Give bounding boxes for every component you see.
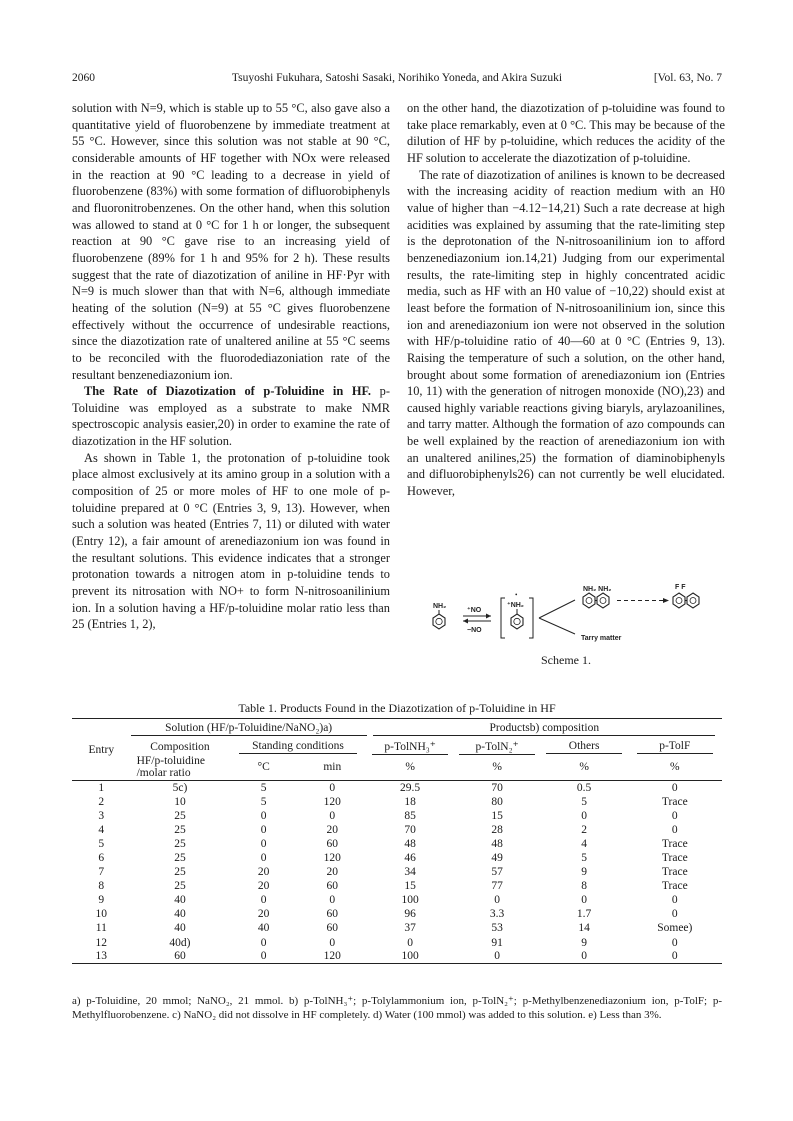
table-cell: 0 <box>671 936 678 949</box>
table-cell: 80 <box>491 795 503 808</box>
table-cell: 0 <box>329 894 336 907</box>
benzene-ring-icon <box>597 593 609 608</box>
table-cell: 3 <box>98 809 105 822</box>
header-products-group: Productsb) composition <box>367 719 722 739</box>
table-cell: 60 <box>326 908 339 921</box>
journal-volume: [Vol. 63, No. 7 <box>653 72 722 84</box>
table-cell: 5c) <box>131 781 230 795</box>
table-cell: 0 <box>671 894 678 907</box>
table-cell: 40 <box>174 922 186 935</box>
header-standing: Standing conditions <box>229 739 366 755</box>
table-cell: 15 <box>491 809 503 822</box>
table-cell: 40 <box>174 894 186 907</box>
table-cell: 0 <box>454 950 541 964</box>
table-cell: 20 <box>326 866 339 879</box>
table-cell: 0 <box>329 936 336 949</box>
table-cell: 6 <box>98 852 105 865</box>
table-cell: 60 <box>326 837 339 850</box>
table-cell: 4 <box>581 837 587 850</box>
table-cell: 1 <box>72 781 131 795</box>
author-line: Tsuyoshi Fukuhara, Satoshi Sasaki, Norihiko Yoneda, and Akira Suzuki <box>231 72 563 84</box>
scheme-caption: Scheme 1. <box>541 653 591 667</box>
table-row <box>72 837 722 851</box>
table-cell: 25 <box>174 852 186 865</box>
table-cell: Trace <box>661 852 688 865</box>
table-cell: 8 <box>581 880 587 893</box>
header-pct: % <box>670 761 680 774</box>
header-entry: Entry <box>72 719 131 781</box>
table-cell: 5 <box>98 837 105 850</box>
table-cell: 9 <box>581 866 587 879</box>
benzene-ring-icon <box>433 614 445 629</box>
table-row <box>72 781 722 795</box>
table-row <box>72 865 722 879</box>
table-cell: 0 <box>671 823 678 836</box>
table-cell: 25 <box>174 823 186 836</box>
table-cell: 20 <box>257 908 270 921</box>
table-cell: 0 <box>229 950 298 964</box>
header-pct: % <box>579 761 589 774</box>
scheme-label-nh2: NH₂ <box>433 603 447 610</box>
table-cell: 0 <box>494 894 500 907</box>
table-cell: 9 <box>581 936 587 949</box>
arrow-right-icon <box>486 614 491 619</box>
header-composition-sub: HF/p-toluidine /molar ratio <box>136 755 205 780</box>
table-cell: 0 <box>581 809 587 822</box>
table-cell: 0 <box>628 950 722 964</box>
benzene-ring-icon <box>511 614 523 629</box>
table-cell: 25 <box>174 880 186 893</box>
table-cell: 0 <box>260 823 267 836</box>
table-cell: 8 <box>98 880 105 893</box>
header-composition: Composition <box>150 740 210 753</box>
table-cell: Trace <box>661 866 688 879</box>
table-cell: 14 <box>578 922 590 935</box>
table-row <box>72 893 722 907</box>
table-cell: 25 <box>174 866 186 879</box>
table-cell: 0 <box>298 781 367 795</box>
table-cell: 5 <box>260 795 267 808</box>
benzene-ring-icon <box>583 593 595 608</box>
table-cell: 40d) <box>169 936 191 949</box>
table-cell: 5 <box>229 781 298 795</box>
paragraph: The rate of diazotization of anilines is known to be decreased with the increasing acidity of reaction medium with an H0 value of higher than −4.12−14,21) Such a rate decrease at high acidities was explained by assuming that the rate-limiting step is the deprotonation of the N-nitrosoanilinium ion to afford benzenediazonium ion.14,21) Judging from our experimental results, the rate-limiting step in highly concentrated acidic media, such as HF with an H0 value of −10,22) should exist at least before the formation of N-nitrosoanilinium ion, since this ion and arenediazonium ion were not observed in the solution with HF/p-toluidine ratio of 40—60 at 0 °C (Entries 9, 13). Raising the temperature of such a solution, on the other hand, brought about some formation of arenediazonium ion (Entries 10, 11) with the generation of nitrogen monoxide (NO),23) and caused highly variable reactions giving biaryls, arylazoanilines, and tarry matter. Although the formation of azo compounds can be well explained by the reaction of arenediazonium ion with an unaltered anilines,25) the formation of diaminobiphenyls and difluorobiphenyls26) can not currently be well elucidated. However, <box>407 167 725 499</box>
table-cell: 11 <box>95 922 107 935</box>
table-cell: 28 <box>491 823 503 836</box>
table-cell: 20 <box>326 823 339 836</box>
table-cell: 0.5 <box>541 781 628 795</box>
table-cell: 0 <box>260 852 267 865</box>
table-cell: 100 <box>367 950 454 964</box>
table-cell: 20 <box>257 880 270 893</box>
table-cell: 1.7 <box>576 908 592 921</box>
table-cell: 40 <box>257 922 270 935</box>
table-cell: 5 <box>581 795 587 808</box>
scheme-label-ff: F F <box>675 584 686 591</box>
table-cell: 18 <box>404 795 416 808</box>
table-caption: Table 1. Products Found in the Diazotization of p-Toluidine in HF <box>238 701 556 715</box>
table-cell: 60 <box>326 922 339 935</box>
table-cell: 10 <box>174 795 186 808</box>
scheme-label-minus-no: −NO <box>467 627 482 634</box>
table-cell: Trace <box>661 880 688 893</box>
table-row <box>72 936 722 950</box>
table-cell: 0 <box>407 936 413 949</box>
table-cell: 85 <box>404 809 416 822</box>
table-body <box>72 781 722 964</box>
table-cell: 120 <box>323 852 341 865</box>
table-cell: 7 <box>98 866 105 879</box>
table-cell: 34 <box>404 866 416 879</box>
table-cell: 100 <box>401 894 419 907</box>
radical-dot: • <box>515 591 518 599</box>
header-pct: % <box>405 761 415 774</box>
table-cell: 96 <box>404 908 416 921</box>
table-row <box>72 921 722 935</box>
table-cell: 40 <box>174 908 186 921</box>
scheme-label-plus-no: ⁺NO <box>467 607 482 614</box>
scheme-label-bracket-nh2: ⁺NH₂ <box>507 602 524 609</box>
table-cell: 5 <box>581 852 587 865</box>
table-cell: 0 <box>260 894 267 907</box>
table-cell: 120 <box>323 795 341 808</box>
table-cell: 4 <box>98 823 105 836</box>
table-cell: 70 <box>404 823 416 836</box>
table-cell: 9 <box>98 894 105 907</box>
products-table <box>72 718 722 964</box>
table-cell: 10 <box>95 908 108 921</box>
table-cell: 29.5 <box>367 781 454 795</box>
header-min: min <box>323 761 342 774</box>
header-tolnh3: p-TolNH₃⁺ <box>367 739 454 755</box>
paragraph: solution with N=9, which is stable up to 55 °C, also gave also a quantitative yield of fluorobenzene by immediate treatment at 55 °C. However, since this solution was not stable at 90 °C, considerable amounts of HF together with NOx were released in the reaction at 90 °C leading to a decrease in yield of fluorobenzene (83%) with some formation of difluorobiphenyls and fluoronitrobenzenes. On the other hand, when this solution was allowed to stand at 0 °C for 1 h or longer, the subsequent reaction at 90 °C gave rise to an increasing yield of fluorobenzene (89% for 1 h and 95% for 2 h). These results suggest that the rate of diazotization of aniline in HF·Pyr with N=9 is much slower than that with N=6, although immediate heating of the solution (N=9) at 55 °C gives fluorobenzene effectively without the occurrence of undesirable reactions, since the diazotization rate of unaltered aniline at 55 °C seems to be reconciled with the fluorodediazoniation rate of the resultant benzenediazonium ion. <box>72 101 390 382</box>
table-row <box>72 823 722 837</box>
table-cell: 13 <box>72 950 131 964</box>
table-cell: 49 <box>491 852 503 865</box>
table-cell: 60 <box>326 880 339 893</box>
table-cell: 25 <box>174 809 186 822</box>
header-celsius: °C <box>257 761 270 774</box>
table-cell: 0 <box>581 894 587 907</box>
table-cell: 120 <box>298 950 367 964</box>
table-row <box>72 809 722 823</box>
right-column <box>407 100 725 500</box>
paragraph-text: p-Toluidine was employed as a substrate to make NMR spectroscopic analysis easier,20) in order to examine the rate of diazotization in the HF solution. <box>72 384 391 449</box>
paragraph: on the other hand, the diazotization of p-toluidine was found to take place remarkably, even at 0 °C. This may be because of the dilution of HF by p-toluidine, which reduces the acidity of the HF solution to accelerate the diazotization of p-toluidine. <box>407 101 725 165</box>
scheme-label-dimer: NH₂ NH₂ <box>583 586 612 593</box>
page-header <box>72 72 722 84</box>
paragraph <box>72 383 390 450</box>
table-cell: 20 <box>257 866 270 879</box>
table-cell: Trace <box>661 795 688 808</box>
table-cell: 60 <box>131 950 230 964</box>
header-others: Others <box>541 739 628 755</box>
page-number: 2060 <box>72 72 95 84</box>
arrow-left-icon <box>463 619 468 624</box>
header-solution-group: Solution (HF/p-Toluidine/NaNO₂)a) <box>131 719 367 739</box>
table-footnote: a) p-Toluidine, 20 mmol; NaNO₂, 21 mmol. b) p-TolNH₃⁺; p-Tolylammonium ion, p-TolN₂⁺; p-Methylbenzenediazonium ion, p-TolF; p-Methylfluorobenzene. c) NaNO₂ did not dissolve in HF completely. d) Water (100 mmol) was added to this solution. e) Less than 3%. <box>72 995 722 1021</box>
table-cell: 0 <box>541 950 628 964</box>
table-row <box>72 879 722 893</box>
table-cell: 57 <box>491 866 503 879</box>
header-pct: % <box>492 761 502 774</box>
table-cell: 2 <box>581 823 587 836</box>
table-cell: 46 <box>404 852 416 865</box>
table-cell: 0 <box>260 936 267 949</box>
table-cell: Trace <box>661 837 688 850</box>
header-tolf: p-TolF <box>628 739 722 755</box>
table-row <box>72 907 722 921</box>
table-cell: 0 <box>260 809 267 822</box>
table-cell: 12 <box>95 936 108 949</box>
table-cell: Somee) <box>657 922 693 935</box>
table-row <box>72 851 722 865</box>
table-cell: 25 <box>174 837 186 850</box>
left-column <box>72 100 390 633</box>
table-cell: 53 <box>491 922 503 935</box>
table-cell: 48 <box>491 837 503 850</box>
table-cell: 91 <box>491 936 503 949</box>
table-cell: 70 <box>454 781 541 795</box>
paragraph: As shown in Table 1, the protonation of p-toluidine took place almost exclusively at its amino group in a solution with a composition of 25 or more moles of HF to one mole of p-toluidine prepared at 0 °C (Entries 3, 9, 13). However, when such a solution was heated (Entries 7, 11) or diluted with water (Entry 12), a fair amount of arenediazonium ion was found in the resultant solutions. This evidence indicates that a stronger protonation towards a nitrogen atom in p-toluidine tends to prevent its nitrosation with NO+ to form N-nitrosoanilinium ion. In a solution having a HF/p-toluidine molar ratio less than 25 (Entries 1, 2), <box>72 450 390 632</box>
table-cell: 2 <box>98 795 105 808</box>
table-cell: 0 <box>628 781 722 795</box>
scheme-label-tarry: Tarry matter <box>581 635 622 642</box>
table-row <box>72 950 722 964</box>
table-cell: 37 <box>404 922 416 935</box>
table-cell: 0 <box>260 837 267 850</box>
benzene-ring-icon <box>673 593 685 608</box>
table-cell: 77 <box>491 880 503 893</box>
table-row <box>72 795 722 809</box>
benzene-ring-icon <box>687 593 699 608</box>
table-cell: 0 <box>671 908 678 921</box>
table-cell: 15 <box>404 880 416 893</box>
arrow-right-icon <box>663 598 669 603</box>
table-cell: 48 <box>404 837 416 850</box>
table-cell: 0 <box>329 809 336 822</box>
table-cell: 0 <box>671 809 678 822</box>
section-heading: The Rate of Diazotization of p-Toluidine in HF. <box>84 384 372 399</box>
table-cell: 3.3 <box>489 908 505 921</box>
header-toln2: p-TolN₂⁺ <box>454 739 541 755</box>
